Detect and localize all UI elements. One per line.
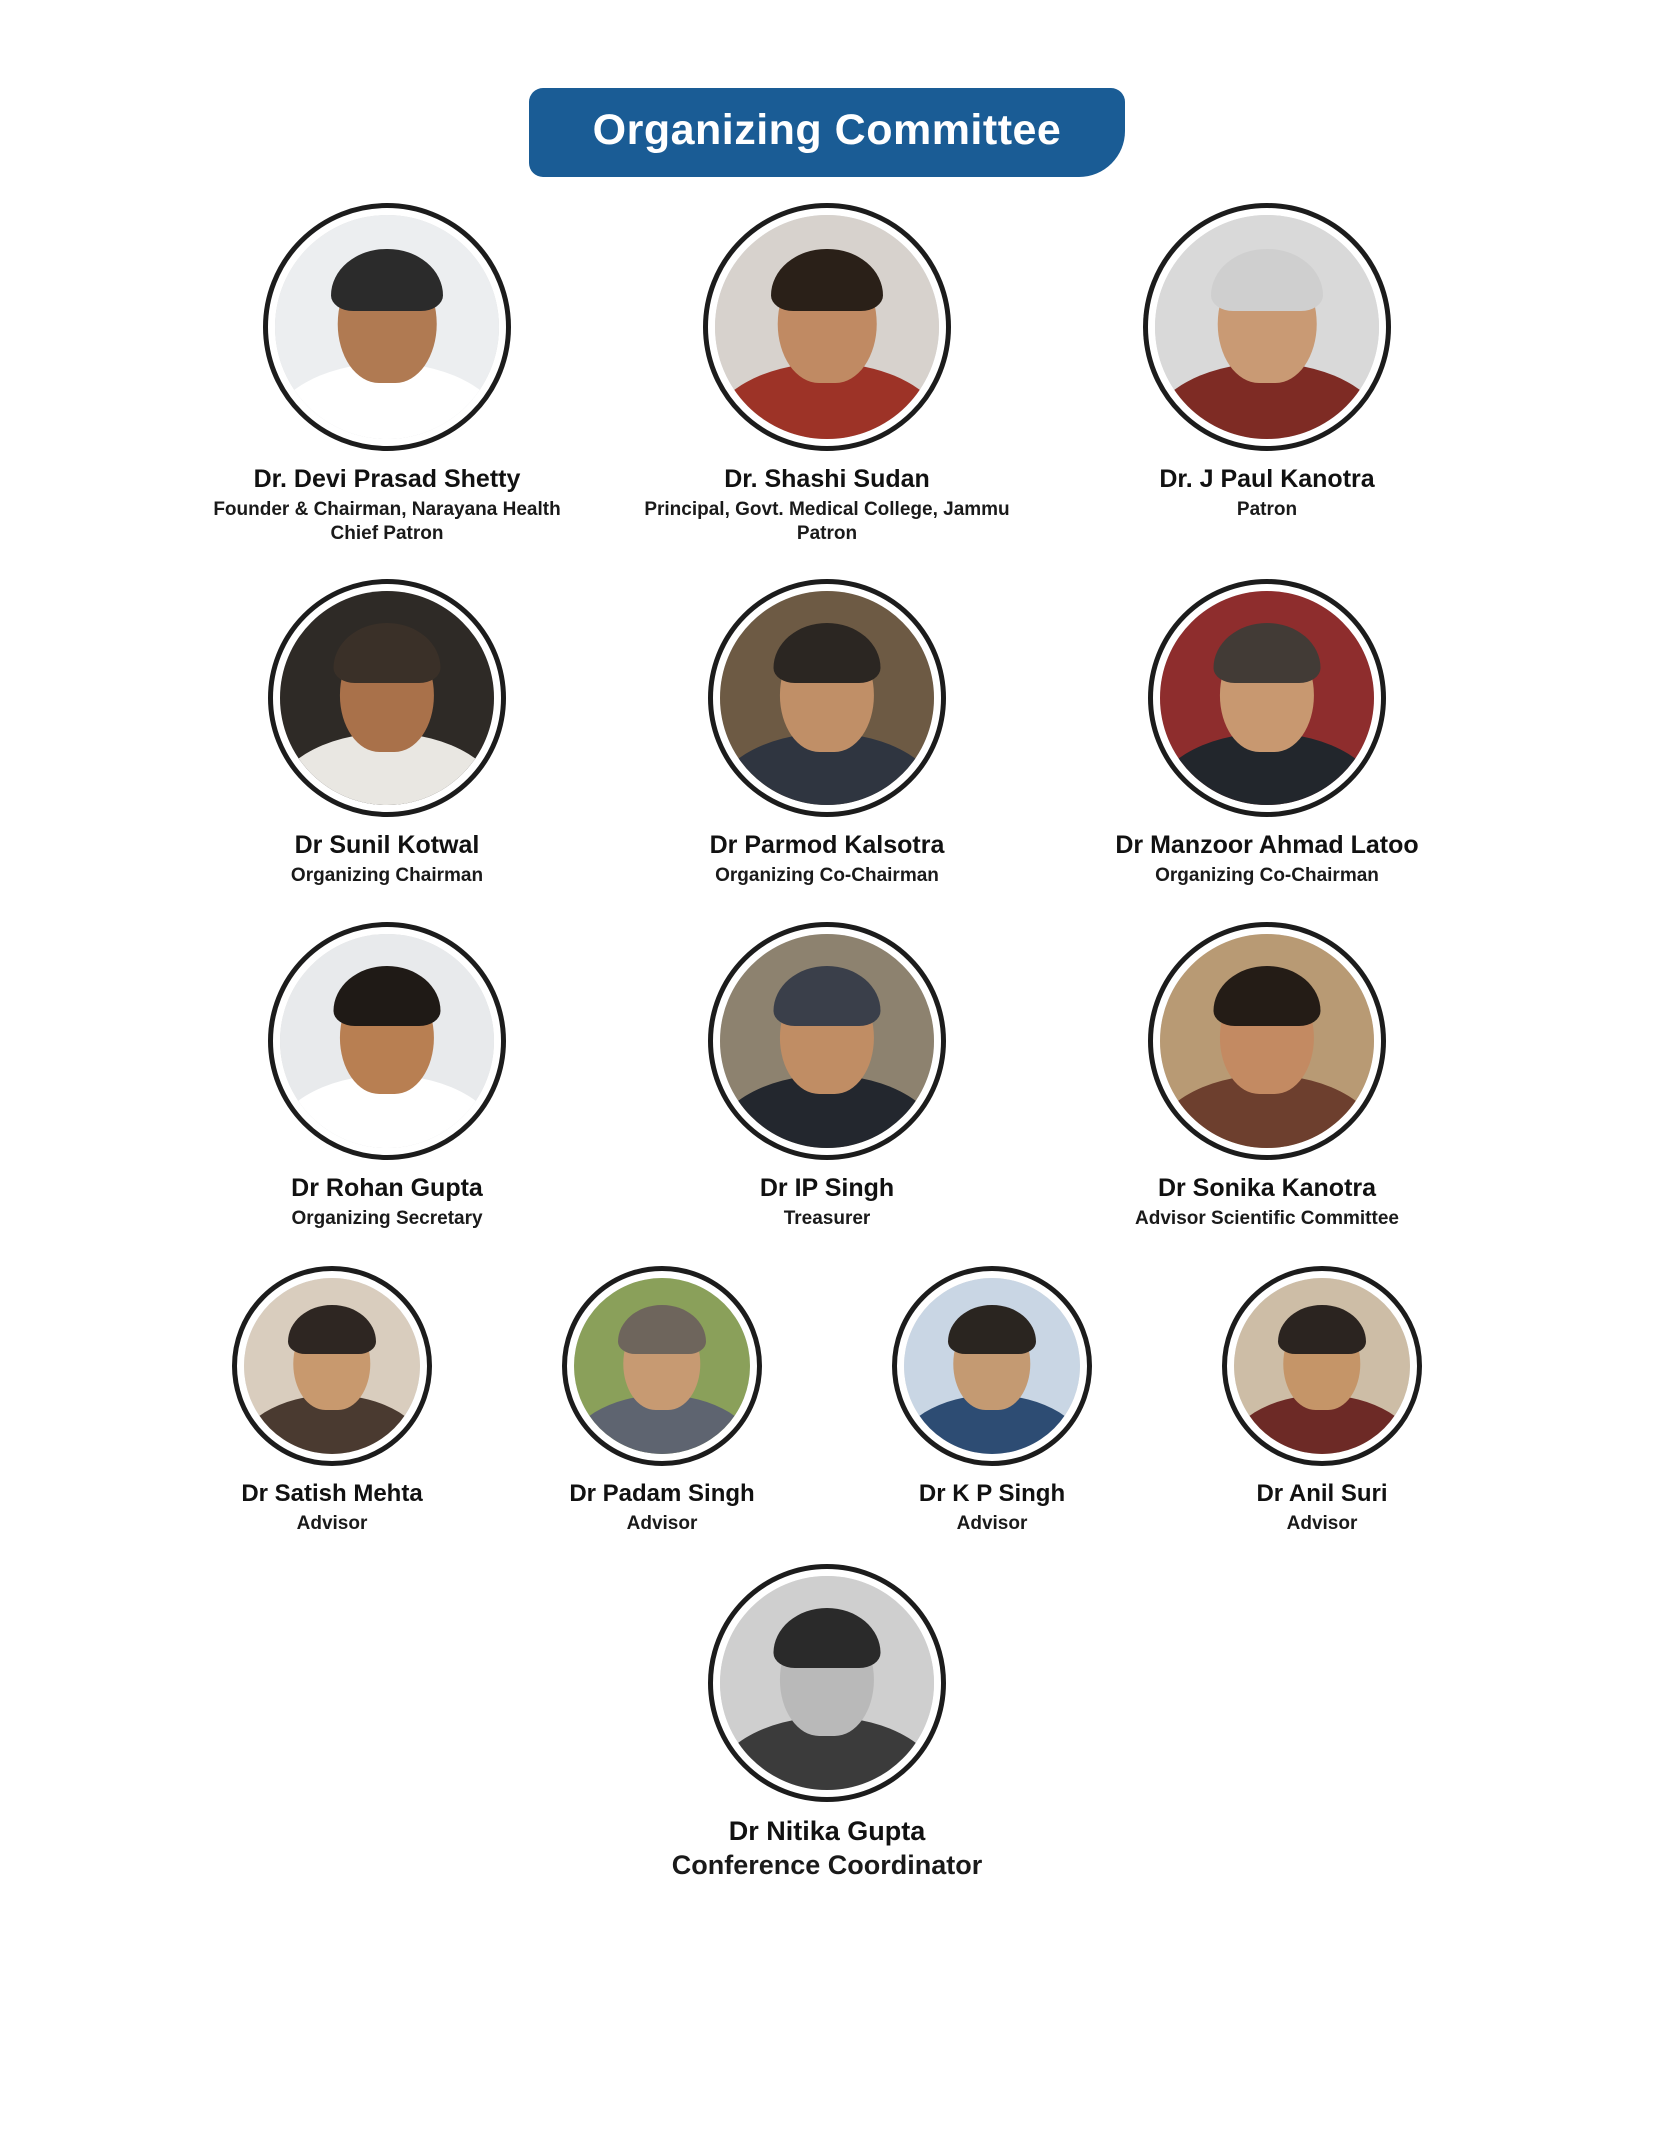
committee-member [607,203,1047,545]
member-designation: Organizing Chairman [290,865,484,887]
member-portrait-photo [280,934,494,1148]
member-photo-frame [708,922,946,1160]
committee-member [167,203,607,545]
member-designation: Treasurer [783,1207,871,1229]
member-portrait-photo [1160,591,1374,805]
member-photo-frame [1143,203,1391,451]
member-portrait-photo [280,591,494,805]
member-name: Dr Sunil Kotwal [294,831,480,860]
member-portrait-photo [244,1278,420,1454]
member-portrait-photo [904,1278,1080,1454]
committee-row [0,922,1654,1231]
member-photo-frame [263,203,511,451]
member-portrait-photo [720,591,934,805]
page-title-container [0,0,1654,177]
member-name: Dr Manzoor Ahmad Latoo [1115,831,1419,860]
member-designation: Organizing Secretary [291,1207,483,1229]
member-portrait-photo [1234,1278,1410,1454]
member-photo-frame [562,1266,762,1466]
member-designation: Advisor [296,1512,368,1534]
committee-row [0,1266,1654,1535]
committee-rows [0,203,1654,1882]
member-portrait-photo [720,1576,934,1790]
member-name: Dr Parmod Kalsotra [709,831,945,860]
member-name: Dr Nitika Gupta [728,1815,926,1846]
committee-row [0,1564,1654,1883]
member-name: Dr Padam Singh [569,1480,755,1508]
member-name: Dr Anil Suri [1256,1480,1388,1508]
page-title: Organizing Committee [529,88,1126,177]
committee-member [167,579,607,888]
member-photo-frame [708,579,946,817]
committee-member [497,1266,827,1535]
member-designation: Principal, Govt. Medical College, Jammu Patron [644,498,1010,544]
committee-member [167,922,607,1231]
member-photo-frame [1222,1266,1422,1466]
member-portrait-photo [574,1278,750,1454]
member-designation: Organizing Co-Chairman [715,865,939,887]
member-name: Dr K P Singh [918,1480,1066,1508]
member-photo-frame [232,1266,432,1466]
member-photo-frame [708,1564,946,1802]
member-name: Dr Rohan Gupta [291,1173,483,1202]
committee-member [827,1266,1157,1535]
member-photo-frame [703,203,951,451]
committee-row [0,579,1654,888]
member-name: Dr Satish Mehta [241,1480,423,1508]
member-designation: Conference Coordinator [671,1849,983,1880]
member-designation: Founder & Chairman, Narayana Health Chief Patron [213,498,561,544]
member-portrait-photo [1155,215,1379,439]
member-designation: Organizing Co-Chairman [1155,865,1379,887]
member-designation: Patron [1236,498,1298,520]
committee-member [1047,579,1487,888]
committee-row [0,203,1654,545]
committee-member [1047,922,1487,1231]
member-designation: Advisor [956,1512,1028,1534]
member-designation: Advisor [1286,1512,1358,1534]
member-photo-frame [268,922,506,1160]
committee-member [607,922,1047,1231]
committee-member [607,1564,1047,1883]
member-name: Dr Sonika Kanotra [1157,1173,1377,1202]
committee-member [167,1266,497,1535]
committee-member [1047,203,1487,522]
member-photo-frame [1148,922,1386,1160]
member-portrait-photo [275,215,499,439]
member-name: Dr IP Singh [759,1173,895,1202]
committee-member [607,579,1047,888]
member-portrait-photo [715,215,939,439]
member-designation: Advisor [626,1512,698,1534]
member-portrait-photo [720,934,934,1148]
member-designation: Advisor Scientific Committee [1135,1207,1399,1229]
member-photo-frame [892,1266,1092,1466]
member-name: Dr. J Paul Kanotra [1159,465,1375,494]
member-portrait-photo [1160,934,1374,1148]
member-name: Dr. Devi Prasad Shetty [253,465,521,494]
member-photo-frame [268,579,506,817]
committee-member [1157,1266,1487,1535]
member-photo-frame [1148,579,1386,817]
member-name: Dr. Shashi Sudan [724,465,930,494]
